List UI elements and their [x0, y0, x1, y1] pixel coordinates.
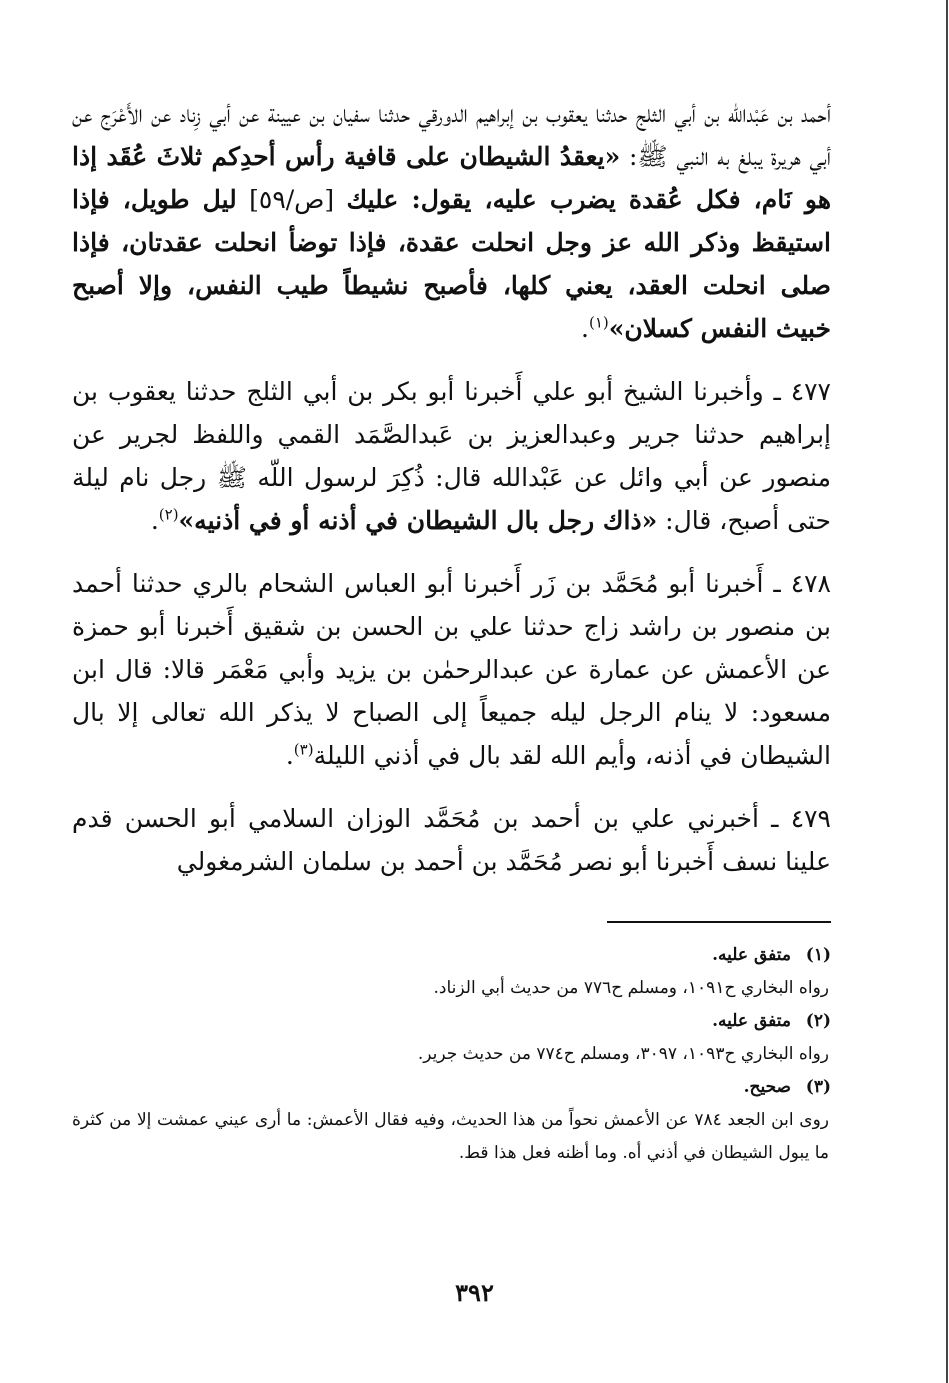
footnote-1 [72, 939, 831, 1005]
paragraph-478 [72, 562, 831, 777]
footnote-3 [72, 1071, 831, 1170]
footnote-separator-wrap [72, 883, 831, 923]
page-number: ٣٩٢ [455, 1278, 494, 1307]
paragraph-478-end: . [285, 741, 294, 770]
hadith-text-1a: «يعقدُ الشيطان على قافية رأس أحدِكم ثلاثَ عُقَد إذا هو نَام، فكل عُقدة يضرب عليه، يقول: عليك [72, 142, 831, 214]
paragraph-478-text: أَخبرنا أبو مُحَمَّد بن زَر أَخبرنا أبو العباس الشحام بالري حدثنا أحمد بن منصور بن راشد زاج حدثنا علي بن الحسن بن شقيق أَخبرنا أبو حمزة عن الأعمش عن عمارة عن عبدالرحمٰن بن يزيد وأبي مَعْمَر قالا: قال ابن مسعود: لا ينام الرجل ليله جميعاً إلى الصباح لا يذكر الله تعالى إلا بال الشيطان في أذنه، وأيم الله لقد بال في أذني الليلة [72, 569, 831, 770]
footnote-2-number: (٢) [805, 1011, 831, 1031]
footnote-marker-2[interactable]: (٢) [158, 505, 179, 524]
footnote-3-number: (٣) [805, 1077, 831, 1097]
footnote-2-text: رواه البخاري ح١٠٩٣، ٣٠٩٧، ومسلم ح٧٧٤ من حديث جرير. [417, 1044, 829, 1064]
paragraph-1-end: . [581, 314, 589, 343]
footnote-separator [607, 921, 831, 923]
hadith-number-479: ٤٧٩ ـ [771, 804, 831, 833]
footnote-1-grade: متفق عليه. [712, 945, 791, 965]
paragraph-477-end: . [150, 506, 159, 535]
paragraph-1-text: أحمد بن عَبْدالله بن أبي الثلج حدثنا يعقوب بن إبراهيم الدورقي حدثنا سفيان بن عيينة عن أبي زِناد عن الأَعْرَج عن أبي هريرة يبلغ به النبي ﷺ: [72, 99, 832, 171]
paragraph-477 [72, 370, 831, 542]
footnote-2-grade: متفق عليه. [712, 1011, 791, 1031]
footnote-marker-3[interactable]: (٣) [293, 740, 314, 759]
footnote-marker-1[interactable]: (١) [588, 313, 609, 332]
footnote-2 [72, 1005, 831, 1071]
footnote-3-text: روى ابن الجعد ٧٨٤ عن الأعمش نحواً من هذا الحديث، وفيه فقال الأعمش: ما أرى عيني عمشت إلا من كثرة ما يبول الشيطان في أذني أه. وما أظنه فعل هذا قط. [72, 1110, 829, 1163]
footnote-1-text: رواه البخاري ح١٠٩١، ومسلم ح٧٧٦ من حديث أبي الزناد. [433, 978, 829, 998]
paragraph-479-text: أخبرني علي بن أحمد بن مُحَمَّد الوزان السلامي أبو الحسن قدم علينا نسف أَخبرنا أبو نصر مُحَمَّد بن أحمد بن سلمان الشرمغولي [72, 804, 831, 876]
paragraph-1 [72, 92, 831, 350]
footnotes [72, 939, 831, 1170]
hadith-number-478: ٤٧٨ ـ [773, 569, 831, 598]
paragraph-477-text: وأخبرنا الشيخ أبو علي أَخبرنا أبو بكر بن أبي الثلج حدثنا يعقوب بن إبراهيم حدثنا جرير وعبدالعزيز بن عَبدالصَّمَد القمي واللفظ لجرير عن منصور عن أبي وائل عن عَبْدالله قال: ذُكِرَ لرسول اللّه ﷺ رجل نام ليلة حتى أصبح، قال: [72, 377, 831, 535]
footnote-3-grade: صحيح. [743, 1077, 791, 1097]
page-edge [946, 0, 948, 1383]
main-text [72, 92, 831, 883]
paragraph-479 [72, 797, 831, 883]
footnote-1-number: (١) [805, 945, 831, 965]
hadith-number-477: ٤٧٧ ـ [773, 377, 831, 406]
hadith-text-1b: ليل طويل، فإذا استيقظ وذكر الله عز وجل انحلت عقدة، فإذا توضأ انحلت عقدتان، فإذا صلى انحلت العقد، يعني كلها، فأصبح نشيطاً طيب النفس، وإلا أصبح خبيث النفس كسلان» [72, 185, 831, 343]
page-reference: [ص/٥٩] [236, 185, 347, 214]
hadith-text-477: «ذاك رجل بال الشيطان في أذنه أو في أذنيه» [178, 506, 658, 535]
